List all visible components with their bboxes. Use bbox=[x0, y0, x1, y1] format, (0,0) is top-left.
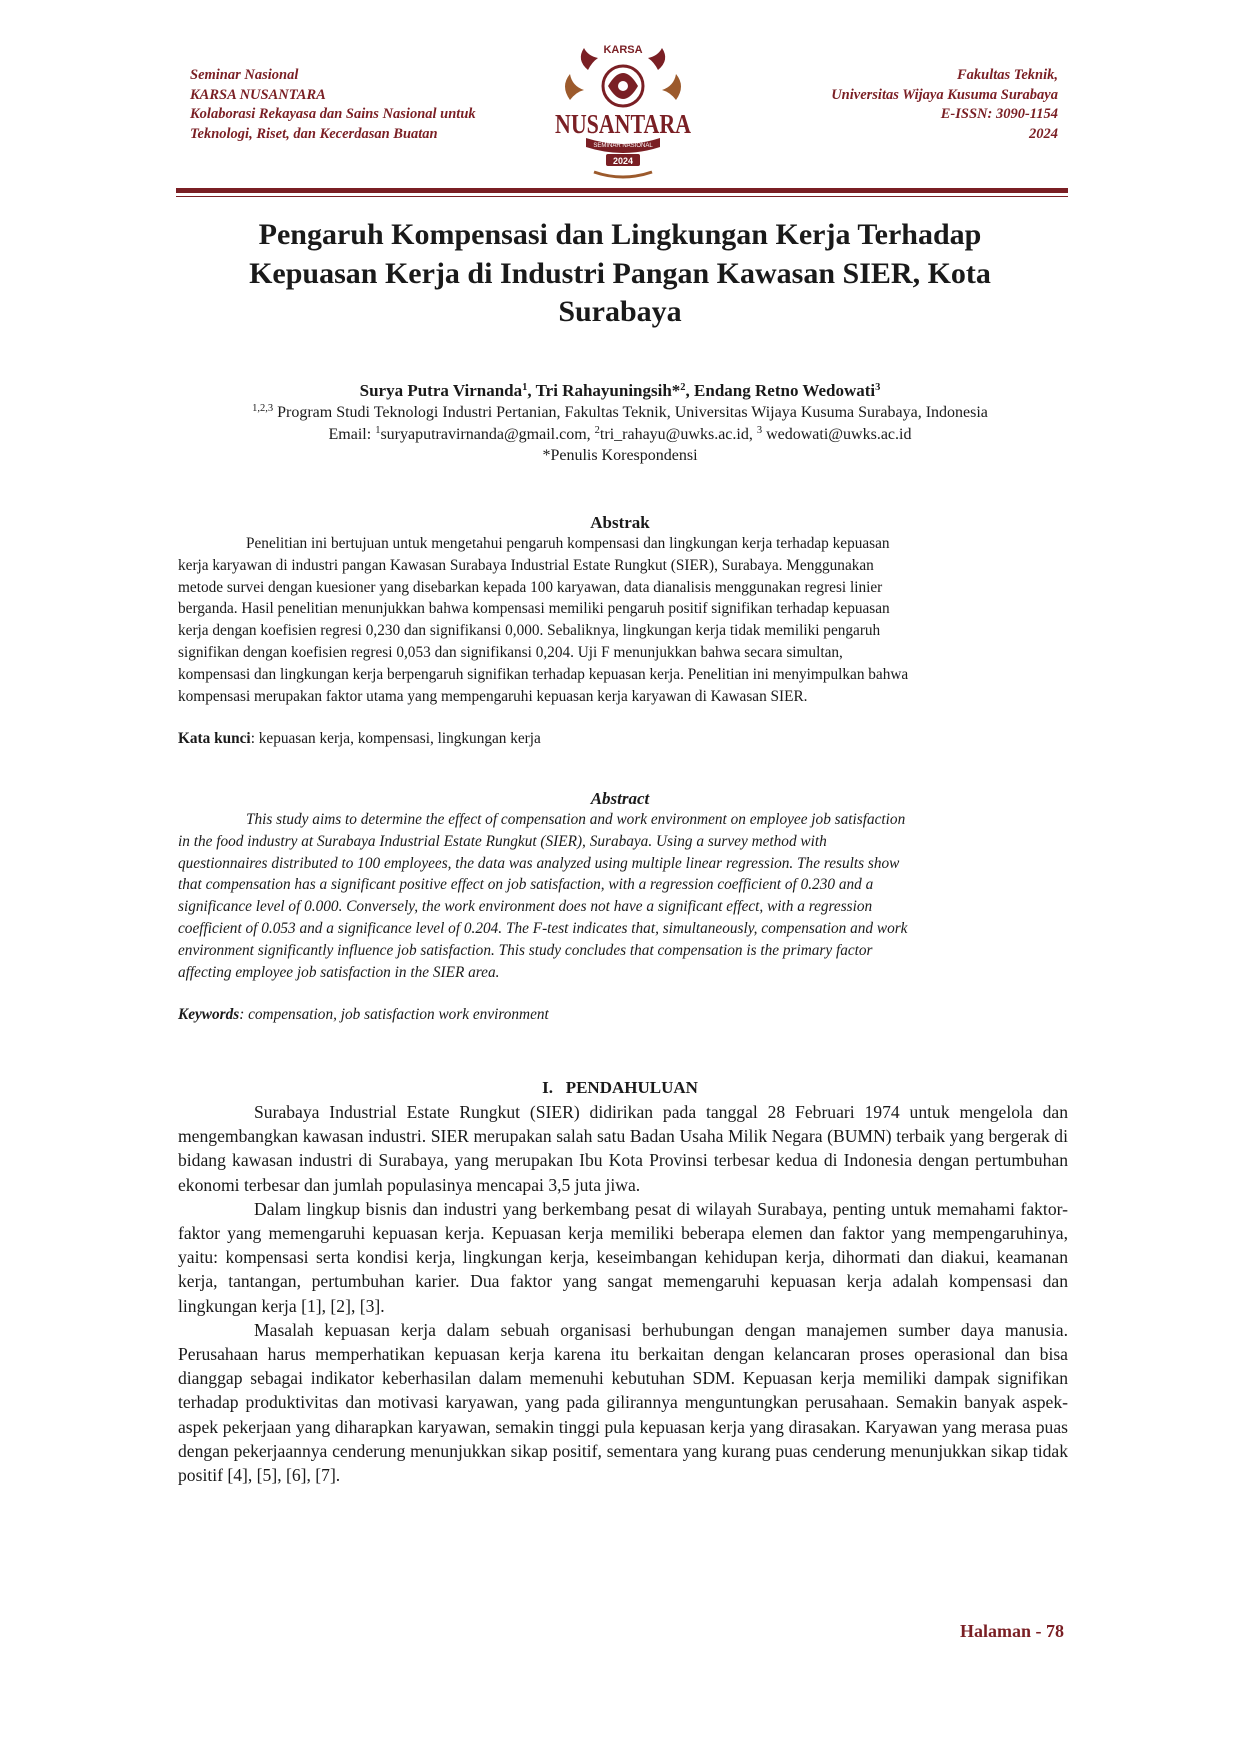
abstrak-line: kompensasi dan lingkungan kerja berpengaruh signifikan terhadap kepuasan kerja. Penelitian ini menyimpulkan bahwa bbox=[178, 665, 909, 683]
logo-main-text: NUSANTARA bbox=[555, 109, 692, 139]
header-divider-thin bbox=[176, 196, 1068, 197]
kata-kunci-text: : kepuasan kerja, kompensasi, lingkungan kerja bbox=[250, 730, 541, 747]
body-paragraph: Masalah kepuasan kerja dalam sebuah organisasi berhubungan dengan manajemen sumber daya manusia. Perusahaan harus memperhatikan kepuasan kerja karena itu berkaitan dengan kelancaran proses operasional dan bisa dianggap sebagai indikator keberhasilan dalam memenuhi kebutuhan SDM. Kepuasan kerja memiliki dampak signifikan terhadap produktivitas dan motivasi karyawan, yang pada gilirannya menguntungkan perusahaan. Semakin banyak aspek-aspek pekerjaan yang diharapkan karyawan, semakin tinggi pula kepuasan kerja yang dirasakan. Karyawan yang merasa puas dengan pekerjaannya cenderung menunjukkan sikap positif, sementara yang kurang puas cenderung menunjukkan sikap tidak positif [4], [5], [6], [7]. bbox=[178, 1319, 1068, 1486]
logo-top-text: KARSA bbox=[603, 44, 643, 56]
keywords bbox=[178, 1004, 1068, 1026]
kata-kunci bbox=[178, 728, 1068, 750]
author-name: Tri Rahayuningsih* bbox=[535, 381, 681, 400]
abstrak-body bbox=[178, 533, 1068, 707]
author-affiliation-mark: 1 bbox=[522, 382, 528, 393]
author-name: Endang Retno Wedowati bbox=[694, 381, 876, 400]
email-address: suryaputravirnanda@gmail.com, bbox=[380, 425, 595, 443]
header-right-line: Fakultas Teknik, bbox=[957, 67, 1058, 83]
header-left bbox=[190, 66, 550, 144]
section-heading-pendahuluan: I. PENDAHULUAN bbox=[542, 1078, 698, 1097]
title-line: Surabaya bbox=[558, 295, 682, 328]
header-right-line: E-ISSN: 3090-1154 bbox=[940, 106, 1058, 122]
abstrak-line: signifikan dengan koefisien regresi 0,053 dan signifikansi 0,204. Uji F menunjukkan bahwa secara simultan, bbox=[178, 643, 843, 661]
abstrak-line: Penelitian ini bertujuan untuk mengetahui pengaruh kompensasi dan lingkungan kerja terhadap kepuasan bbox=[246, 535, 890, 552]
author-separator: , bbox=[685, 381, 695, 400]
header-right-line: Universitas Wijaya Kusuma Surabaya bbox=[831, 86, 1058, 103]
header-right bbox=[698, 66, 1058, 144]
karsa-nusantara-logo bbox=[548, 40, 698, 180]
email-address: tri_rahayu@uwks.ac.id, bbox=[599, 425, 757, 443]
kata-kunci-label: Kata kunci bbox=[178, 730, 251, 747]
affiliation-text: Program Studi Teknologi Industri Pertanian, Fakultas Teknik, Universitas Wijaya Kusuma Surabaya, Indonesia bbox=[273, 404, 988, 421]
paper-title bbox=[190, 216, 1050, 332]
email-mark: 3 bbox=[756, 424, 763, 436]
abstract-line: environment significantly influence job satisfaction. This study concludes that compensation is the primary factor bbox=[178, 941, 873, 959]
section-body bbox=[178, 1100, 1068, 1487]
logo-leaf-right bbox=[662, 74, 681, 100]
logo-ornament-left bbox=[581, 48, 598, 70]
logo-leaf-left bbox=[565, 74, 584, 100]
body-paragraph: Surabaya Industrial Estate Rungkut (SIER) didirikan pada tanggal 28 Februari 1974 untuk mengelola dan mengembangkan kawasan industri. SIER merupakan salah satu Badan Usaha Milik Negara (BUMN) terbaik yang bergerak di bidang kawasan industri di Surabaya, yang merupakan Ibu Kota Provinsi terbesar kedua di Indonesia dengan pertumbuhan ekonomi terbesar dan jumlah populasinya mencapai 3,5 juta jiwa. bbox=[178, 1102, 1068, 1195]
abstrak-line: kompensasi merupakan faktor utama yang mempengaruhi kepuasan kerja karyawan di Kawasan SIER. bbox=[178, 687, 808, 705]
title-line: Pengaruh Kompensasi dan Lingkungan Kerja Terhadap bbox=[258, 218, 982, 251]
abstract-line: that compensation has a significant positive effect on job satisfaction, with a regression coefficient of 0.230 and a bbox=[178, 876, 874, 894]
email-label: Email: bbox=[328, 425, 376, 443]
abstract-line: in the food industry at Surabaya Industrial Estate Rungkut (SIER), Surabaya. Using a survey method with bbox=[178, 832, 827, 850]
email-mark: 2 bbox=[594, 424, 600, 436]
author-list bbox=[190, 380, 1050, 402]
header-divider-thick bbox=[176, 188, 1068, 193]
abstract-body bbox=[178, 809, 1068, 983]
affiliation-line bbox=[180, 402, 1060, 424]
affiliation-block bbox=[180, 402, 1060, 467]
author-separator: , bbox=[527, 381, 536, 400]
email-mark: 1 bbox=[375, 424, 381, 436]
logo-ribbon-text: SEMINAR NASIONAL bbox=[593, 143, 653, 149]
logo-ornament-right bbox=[648, 48, 665, 70]
affiliation-mark: 1,2,3 bbox=[252, 403, 274, 414]
keywords-label: Keywords bbox=[178, 1006, 240, 1023]
corresponding-note: *Penulis Korespondensi bbox=[542, 447, 698, 464]
keywords-text: : compensation, job satisfaction work environment bbox=[239, 1006, 549, 1023]
page-number: Halaman - 78 bbox=[959, 1621, 1064, 1641]
header-left-line: Kolaborasi Rekayasa dan Sains Nasional untuk bbox=[190, 106, 476, 122]
abstrak-line: kerja dengan koefisien regresi 0,230 dan signifikansi 0,000. Sebaliknya, lingkungan kerja tidak memiliki pengaruh bbox=[178, 622, 881, 640]
logo-year-text: 2024 bbox=[612, 156, 634, 166]
abstract-line: This study aims to determine the effect of compensation and work environment on employee job satisfaction bbox=[246, 811, 906, 828]
abstract-line: coefficient of 0.053 and a significance level of 0.204. The F-test indicates that, simultaneously, compensation and work bbox=[178, 919, 908, 937]
email-address: wedowati@uwks.ac.id bbox=[762, 425, 912, 443]
header-left-line: Seminar Nasional bbox=[190, 67, 299, 83]
body-paragraph: Dalam lingkup bisnis dan industri yang berkembang pesat di wilayah Surabaya, penting untuk memahami faktor-faktor yang memengaruhi kepuasan kerja. Kepuasan kerja memiliki beberapa elemen dan faktor yang mempengaruhinya, yaitu: kompensasi serta kondisi kerja, lingkungan kerja, keseimbangan kehidupan kerja, dihormati dan diakui, keamanan kerja, tantangan, pertumbuhan karier. Dua faktor yang sangat memengaruhi kepuasan kerja adalah kompensasi dan lingkungan kerja [1], [2], [3]. bbox=[178, 1198, 1068, 1316]
abstrak-line: berganda. Hasil penelitian menunjukkan bahwa kompensasi memiliki pengaruh positif signifikan terhadap kepuasan bbox=[178, 600, 890, 618]
email-line bbox=[180, 424, 1060, 446]
abstract-line: questionnaires distributed to 100 employees, the data was analyzed using multiple linear regression. The results show bbox=[178, 854, 900, 872]
logo-emblem-dot bbox=[618, 81, 628, 91]
abstract-line: significance level of 0.000. Conversely, the work environment does not have a significant effect, with a regression bbox=[178, 898, 873, 916]
header-right-line: 2024 bbox=[1029, 125, 1058, 142]
header-left-line: KARSA NUSANTARA bbox=[190, 86, 326, 103]
abstrak-line: metode survei dengan kuesioner yang disebarkan kepada 100 karyawan, data dianalisis menggunakan regresi linier bbox=[178, 578, 883, 596]
logo-bottom-swirl bbox=[594, 172, 652, 177]
abstrak-heading: Abstrak bbox=[590, 513, 650, 532]
header-left-line: Teknologi, Riset, dan Kecerdasan Buatan bbox=[190, 125, 438, 142]
abstrak-line: kerja karyawan di industri pangan Kawasan Surabaya Industrial Estate Rungkut (SIER), Surabaya. Menggunakan bbox=[178, 556, 874, 574]
author-affiliation-mark: 3 bbox=[875, 382, 881, 393]
author-name: Surya Putra Virnanda bbox=[359, 381, 523, 400]
author-affiliation-mark: 2 bbox=[680, 382, 686, 393]
abstract-heading: Abstract bbox=[590, 789, 650, 808]
abstract-line: affecting employee job satisfaction in the SIER area. bbox=[178, 963, 500, 981]
title-line: Kepuasan Kerja di Industri Pangan Kawasan SIER, Kota bbox=[249, 256, 991, 290]
